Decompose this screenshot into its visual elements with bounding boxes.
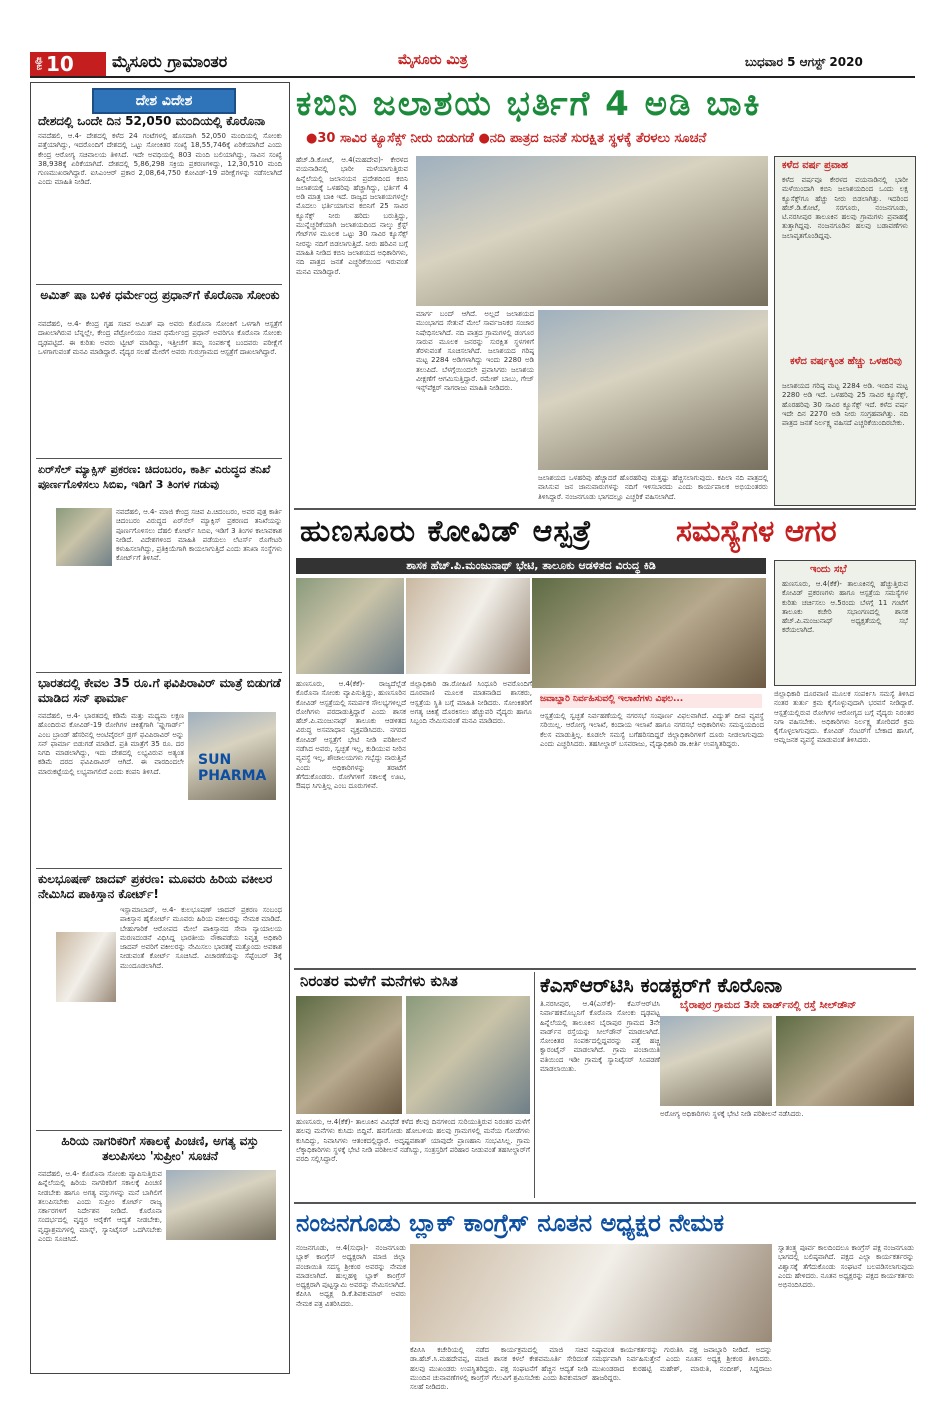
story-headline: ಅಮಿತ್ ಷಾ ಬಳಿಕ ಧರ್ಮೇಂದ್ರ ಪ್ರಧಾನ್‌ಗೆ ಕೊರೊನಾ ಸೋಂಕು xyxy=(40,288,280,302)
dam-photo xyxy=(416,156,768,306)
page-number: 10 xyxy=(46,52,74,76)
house-photo xyxy=(406,996,530,1114)
person-photo xyxy=(56,508,112,566)
kabini-subhead: ●30 ಸಾವಿರ ಕ್ಯೂಸೆಕ್ಸ್ ನೀರು ಬಿಡುಗಡೆ ●ನದಿ ಪಾತ್ರದ ಜನತೆ ಸುರಕ್ಷಿತ ಸ್ಥಳಕ್ಕೆ ತೆರಳಲು ಸೂಚನೆ xyxy=(306,131,707,146)
nanjangud-body-a: ನಂಜನಗೂಡು, ಆ.4(ಸುಧಾ)- ನಂಜನಗೂಡು ಬ್ಲಾಕ್ ಕಾಂಗ್ರೆಸ್ ಅಧ್ಯಕ್ಷರಾಗಿ ಮಾಜಿ ಜಿಲ್ಲಾ ಪಂಚಾಯಿತಿ ಸದಸ್ಯ ಶ್ರೀಕಂಠ ಅವರನ್ನು ನೇಮಕ ಮಾಡಲಾಗಿದೆ. ಹುಲ್ಲಹಳ್ಳಿ ಬ್ಲಾಕ್ ಕಾಂಗ್ರೆಸ್ ಅಧ್ಯಕ್ಷರಾಗಿ ಪುಟ್ಟಸ್ವಾಮಿ ಅವರನ್ನು ನೇಮಿಸಲಾಗಿದೆ. ಕೆಪಿಸಿಸಿ ಅಧ್ಯಕ್ಷ ಡಿ.ಕೆ.ಶಿವಕುಮಾರ್ ಅವರು ನೇಮಕ ಪತ್ರ ವಿತರಿಸಿದರು. xyxy=(296,1244,406,1308)
side-box-body: ಹುಣಸೂರು, ಆ.4(ಕೆಕೆ)- ತಾಲೂಕಿನಲ್ಲಿ ಹೆಚ್ಚುತ್ತಿರುವ ಕೋವಿಡ್ ಪ್ರಕರಣಗಳು ಹಾಗೂ ಆಸ್ಪತ್ರೆಯ ಸಮಸ್ಯೆಗಳ ಕುರಿತು ಚರ್ಚಿಸಲು ಆ.5ರಂದು ಬೆಳಗ್ಗೆ 11 ಗಂಟೆಗೆ ತಾಲೂಕು ಕಚೇರಿ ಸಭಾಂಗಣದಲ್ಲಿ ಶಾಸಕ ಹೆಚ್.ಪಿ.ಮಂಜುನಾಥ್ ಅಧ್ಯಕ್ಷತೆಯಲ್ಲಿ ಸಭೆ ಕರೆಯಲಾಗಿದೆ. xyxy=(782,580,908,635)
side-box-body: ಕಳೆದ ವರ್ಷವೂ ಕೇರಳದ ವಯನಾಡಿನಲ್ಲಿ ಭಾರೀ ಮಳೆಯಿಂದಾಗಿ ಕಬಿನಿ ಜಲಾಶಯದಿಂದ ಒಂದು ಲಕ್ಷ ಕ್ಯೂಸೆಕ್ಸ್‌ಗೂ ಹೆಚ್ಚು ನೀರು ಬಿಡಲಾಗಿತ್ತು. ಇದರಿಂದ ಹೆಚ್.ಡಿ.ಕೋಟೆ, ಸರಗೂರು, ನಂಜನಗೂಡು, ಟಿ.ನರಸೀಪುರ ತಾಲೂಕಿನ ಹಲವು ಗ್ರಾಮಗಳು ಪ್ರವಾಹಕ್ಕೆ ತುತ್ತಾಗಿದ್ದವು. ನಂಜನಗೂಡಿನ ಹಲವು ಬಡಾವಣೆಗಳು ಜಲಾವೃತಗೊಂಡಿದ್ದವು. xyxy=(782,176,908,240)
story-body: ನವದೆಹಲಿ, ಆ.4- ಕೊರೊನಾ ಸೋಂಕು ವ್ಯಾಪಿಸುತ್ತಿರುವ ಹಿನ್ನೆಲೆಯಲ್ಲಿ ಹಿರಿಯ ನಾಗರಿಕರಿಗೆ ಸಕಾಲಕ್ಕೆ ಪಿಂಚಣಿ ನೀಡಬೇಕು ಹಾಗೂ ಅಗತ್ಯ ವಸ್ತುಗಳನ್ನು ಮನೆ ಬಾಗಿಲಿಗೆ ತಲುಪಿಸಬೇಕು ಎಂದು ಸುಪ್ರೀಂ ಕೋರ್ಟ್ ರಾಜ್ಯ ಸರ್ಕಾರಗಳಿಗೆ ನಿರ್ದೇಶನ ನೀಡಿದೆ. ಕೊರೊನಾ ಸಂದರ್ಭದಲ್ಲಿ ವೃದ್ಧರ ಆರೈಕೆಗೆ ಆದ್ಯತೆ ನೀಡಬೇಕು, ವೃದ್ಧಾಶ್ರಮಗಳಲ್ಲಿ ಮಾಸ್ಕ್, ಸ್ಯಾನಿಟೈಸರ್ ಒದಗಿಸಬೇಕು ಎಂದು ಸೂಚಿಸಿದೆ. xyxy=(38,1170,162,1244)
supreme-court-photo xyxy=(166,1170,276,1240)
divider xyxy=(36,458,282,459)
kabini-headline: ಕಬಿನಿ ಜಲಾಶಯ ಭರ್ತಿಗೆ 4 ಅಡಿ ಬಾಕಿ xyxy=(296,84,762,124)
officials-photo xyxy=(660,1016,772,1106)
ksrtc-headline: ಕೆಎಸ್ಆರ್‌ಟಿಸಿ ಕಂಡಕ್ಟರ್‌ಗೆ ಕೊರೊನಾ xyxy=(540,973,783,997)
side-box-subtitle: ಕಳೆದ ವರ್ಷಕ್ಕಿಂತ ಹೆಚ್ಚು ಒಳಹರಿವು xyxy=(790,356,902,367)
page-number-box xyxy=(30,52,106,76)
story-headline: ಭಾರತದಲ್ಲಿ ಕೇವಲ 35 ರೂ.ಗೆ ಫವಿಪಿರಾವಿರ್ ಮಾತ್ರೆ ಬಿಡುಗಡೆ ಮಾಡಿದ ಸನ್ ಫಾರ್ಮಾ xyxy=(38,676,281,705)
sun-pharma-photo xyxy=(188,712,276,800)
story-body: ನವದೆಹಲಿ, ಆ.4- ದೇಶದಲ್ಲಿ ಕಳೆದ 24 ಗಂಟೆಗಳಲ್ಲಿ ಹೊಸದಾಗಿ 52,050 ಮಂದಿಯಲ್ಲಿ ಸೋಂಕು ಪತ್ತೆಯಾಗಿದ್ದು, ಇದರೊಂದಿಗೆ ದೇಶದಲ್ಲಿ ಒಟ್ಟು ಸೋಂಕಿತರ ಸಂಖ್ಯೆ 18,55,746ಕ್ಕೆ ಏರಿಕೆಯಾಗಿದೆ ಎಂದು ಕೇಂದ್ರ ಆರೋಗ್ಯ ಸಚಿವಾಲಯ ತಿಳಿಸಿದೆ. ಇದೇ ಅವಧಿಯಲ್ಲಿ 803 ಮಂದಿ ಬಲಿಯಾಗಿದ್ದು, ಸಾವಿನ ಸಂಖ್ಯೆ 38,938ಕ್ಕೆ ಏರಿಕೆಯಾಗಿದೆ. ದೇಶದಲ್ಲಿ 5,86,298 ಸಕ್ರಿಯ ಪ್ರಕರಣಗಳಿದ್ದು, 12,30,510 ಮಂದಿ ಗುಣಮುಖರಾಗಿದ್ದಾರೆ. ಐಸಿಎಂಆರ್ ಪ್ರಕಾರ 2,08,64,750 ಕೋವಿಡ್-19 ಪರೀಕ್ಷೆಗಳನ್ನು ನಡೆಸಲಾಗಿದೆ ಎಂದು ಮಾಹಿತಿ ನೀಡಿದೆ. xyxy=(38,132,282,187)
street-photo xyxy=(776,1016,914,1106)
person-photo xyxy=(56,932,116,1002)
nanjangud-body-b: ಕೆಪಿಸಿಸಿ ಕಚೇರಿಯಲ್ಲಿ ನಡೆದ ಕಾರ್ಯಕ್ರಮದಲ್ಲಿ ಮಾಜಿ ಸಚಿವ ಡಾ.ಹೆಚ್.ಸಿ.ಮಹದೇವಪ್ಪ, ಮಾಜಿ ಶಾಸಕ ಕಳಲೆ ಕೇಶವಮೂರ್ತಿ ಸೇರಿದಂತೆ ಹಲವು ಮುಖಂಡರು ಉಪಸ್ಥಿತರಿದ್ದರು. ಪಕ್ಷ ಸಂಘಟನೆಗೆ ಹೆಚ್ಚಿನ ಆದ್ಯತೆ ನೀಡಿ ಮುಂದಿನ ಚುನಾವಣೆಗಳಲ್ಲಿ ಕಾಂಗ್ರೆಸ್ ಗೆಲುವಿಗೆ ಶ್ರಮಿಸಬೇಕು ಎಂದು ಶಿವಕುಮಾರ್ ಸಲಹೆ ನೀಡಿದರು. xyxy=(410,1346,588,1392)
nanjangud-body-c: ನಿಷ್ಠಾವಂತ ಕಾರ್ಯಕರ್ತರನ್ನು ಗುರುತಿಸಿ ಪಕ್ಷ ಜವಾಬ್ದಾರಿ ನೀಡಿದೆ. ಅದನ್ನು ಸಮರ್ಥವಾಗಿ ನಿರ್ವಹಿಸುತ್ತೇನೆ ಎಂದು ನೂತನ ಅಧ್ಯಕ್ಷ ಶ್ರೀಕಂಠ ತಿಳಿಸಿದರು. ಮುಖಂಡರಾದ ಕುರಹಟ್ಟಿ ಮಹೇಶ್, ಮಾರುತಿ, ನಂದೀಶ್, ಸಿದ್ದರಾಜು ಹಾಜರಿದ್ದರು. xyxy=(592,1346,772,1382)
hunsur-headline: ಹುಣಸೂರು ಕೋವಿಡ್ ಆಸ್ಪತ್ರೆ xyxy=(300,514,593,549)
story-headline: ಕುಲಭೂಷಣ್ ಜಾದವ್ ಪ್ರಕರಣ: ಮೂವರು ಹಿರಿಯ ವಕೀಲರ ನೇಮಿಸಿದ ಪಾಕಿಸ್ತಾನ ಕೋರ್ಟ್! xyxy=(38,872,273,901)
dateline: ಬುಧವಾರ 5 ಆಗಸ್ಟ್ 2020 xyxy=(745,55,863,69)
side-box-body2: ಜಲಾಶಯದ ಗರಿಷ್ಠ ಮಟ್ಟ 2284 ಅಡಿ. ಇಂದಿನ ಮಟ್ಟ 2280 ಅಡಿ ಇದೆ. ಒಳಹರಿವು 25 ಸಾವಿರ ಕ್ಯೂಸೆಕ್ಸ್, ಹೊರಹರಿವು 30 ಸಾವಿರ ಕ್ಯೂಸೆಕ್ಸ್ ಇದೆ. ಕಳೆದ ವರ್ಷ ಇದೇ ದಿನ 2270 ಅಡಿ ನೀರು ಸಂಗ್ರಹವಾಗಿತ್ತು. ನದಿ ಪಾತ್ರದ ಜನತೆ ನಿರ್ಲಕ್ಷ್ಯ ವಹಿಸದೆ ಎಚ್ಚರಿಕೆಯಿಂದಿರಬೇಕು. xyxy=(782,382,908,428)
dam-gates-photo xyxy=(538,310,768,470)
divider xyxy=(294,508,916,510)
hunsur-body-a2: ಜಿಲ್ಲಾಧಿಕಾರಿ ಡಾ.ರೋಹಿಣಿ ಸಿಂಧೂರಿ ಅವರೊಂದಿಗೆ ದೂರವಾಣಿ ಮೂಲಕ ಮಾತನಾಡಿದ ಶಾಸಕರು, ಆಸ್ಪತ್ರೆಯ ಸ್ಥಿತಿ ಬಗ್ಗೆ ಮಾಹಿತಿ ನೀಡಿದರು. ಸೋಂಕಿತರಿಗೆ ಅಗತ್ಯ ಚಿಕಿತ್ಸೆ ದೊರಕಿಸಲು ಹೆಚ್ಚುವರಿ ವೈದ್ಯರು ಹಾಗೂ ಸಿಬ್ಬಂದಿ ನೇಮಿಸುವಂತೆ ಮನವಿ ಮಾಡಿದರು. xyxy=(410,680,532,726)
inset-head: ಜವಾಬ್ದಾರಿ ನಿರ್ವಹಿಸುವಲ್ಲಿ ಇಲಾಖೆಗಳು ವಿಫಲ... xyxy=(540,694,762,708)
ksrtc-body: ತಿ.ನರಸೀಪುರ, ಆ.4(ಎಸ್‌ಕೆ)- ಕೆಎಸ್‌ಆರ್‌ಟಿಸಿ ನಿರ್ವಾಹಕನೊಬ್ಬನಿಗೆ ಕೊರೊನಾ ಸೋಂಕು ದೃಢಪಟ್ಟ ಹಿನ್ನೆಲೆಯಲ್ಲಿ ತಾಲೂಕಿನ ಬೈರಾಪುರ ಗ್ರಾಮದ 3ನೇ ವಾರ್ಡ್‌ನ ರಸ್ತೆಯನ್ನು ಸೀಲ್‌ಡೌನ್ ಮಾಡಲಾಗಿದೆ. ಸೋಂಕಿತರ ಸಂಪರ್ಕದಲ್ಲಿದ್ದವರನ್ನು ಪತ್ತೆ ಹಚ್ಚಿ ಕ್ವಾರಂಟೈನ್ ಮಾಡಲಾಗಿದೆ. ಗ್ರಾಮ ಪಂಚಾಯಿತಿ ವತಿಯಿಂದ ಇಡೀ ಗ್ರಾಮಕ್ಕೆ ಸ್ಯಾನಿಟೈಸರ್ ಸಿಂಪಡಣೆ ಮಾಡಲಾಯಿತು. xyxy=(540,1000,660,1074)
divider xyxy=(36,284,282,285)
congress-photo xyxy=(410,1244,772,1342)
divider xyxy=(36,672,282,673)
side-box-title: ಇಂದು ಸಭೆ xyxy=(810,564,847,575)
kabini-body-mid: ಮಾರ್ಗ ಬಂದ್ ಆಗಿದೆ. ಅಲ್ಲದೆ ಜಲಾಶಯದ ಮುಂಭಾಗದ ಸೇತುವೆ ಮೇಲೆ ಸಾರ್ವಜನಿಕರ ಸಂಚಾರ ನಿಷೇಧಿಸಲಾಗಿದೆ. ನದಿ ಪಾತ್ರದ ಗ್ರಾಮಗಳಲ್ಲಿ ಡಂಗೂರ ಸಾರುವ ಮೂಲಕ ಜನರನ್ನು ಸುರಕ್ಷಿತ ಸ್ಥಳಗಳಿಗೆ ತೆರಳುವಂತೆ ಸೂಚಿಸಲಾಗಿದೆ. ಜಲಾಶಯದ ಗರಿಷ್ಠ ಮಟ್ಟ 2284 ಅಡಿಗಳಾಗಿದ್ದು ಇಂದು 2280 ಅಡಿ ತಲುಪಿದೆ. ಬೆಳಗ್ಗೆಯಿಂದಲೇ ಪ್ರವಾಸಿಗರು ಜಲಾಶಯ ವೀಕ್ಷಣೆಗೆ ಆಗಮಿಸುತ್ತಿದ್ದಾರೆ. ರಮೇಶ್ ಬಾಬು, ಗೇಜ್ ಇನ್ಸ್‌ಪೆಕ್ಟರ್ ನಾಗರಾಜು ಮಾಹಿತಿ ನೀಡಿದರು. xyxy=(416,310,534,393)
story-headline: ಏರ್‌ಸೆಲ್ ಮ್ಯಾಕ್ಸಿಸ್ ಪ್ರಕರಣ: ಚಿದಂಬರಂ, ಕಾರ್ತಿ ವಿರುದ್ಧದ ತನಿಖೆ ಪೂರ್ಣಗೊಳಿಸಲು ಸಿಬಿಐ, ಇಡಿಗೆ 3 ತಿಂಗಳ ಗಡುವು xyxy=(38,463,271,491)
hunsur-side-body: ಜಿಲ್ಲಾಧಿಕಾರಿ ದೂರವಾಣಿ ಮೂಲಕ ಸಂಪರ್ಕಿಸಿ ಸಮಸ್ಯೆ ತಿಳಿಸಿದ ನಂತರ ತುರ್ತು ಕ್ರಮ ಕೈಗೊಳ್ಳುವುದಾಗಿ ಭರವಸೆ ನೀಡಿದ್ದಾರೆ. ಆಸ್ಪತ್ರೆಯಲ್ಲಿರುವ ರೋಗಿಗಳ ಆರೋಗ್ಯದ ಬಗ್ಗೆ ವೈದ್ಯರು ನಿರಂತರ ನಿಗಾ ವಹಿಸಬೇಕು. ಅಧಿಕಾರಿಗಳು ನಿರ್ಲಕ್ಷ್ಯ ತೋರಿದರೆ ಕ್ರಮ ಕೈಗೊಳ್ಳಲಾಗುವುದು. ಕೋವಿಡ್ ಸೆಂಟರ್‌ಗೆ ಬೇಕಾದ ಹಾಸಿಗೆ, ಆಮ್ಲಜನಕ ವ್ಯವಸ್ಥೆ ಮಾಡುವಂತೆ ತಿಳಿಸಿದರು. xyxy=(774,690,914,745)
hunsur-headline-red: ಸಮಸ್ಯೆಗಳ ಆಗರ xyxy=(676,514,837,549)
hunsur-body-a: ಹುಣಸೂರು, ಆ.4(ಕೆಕೆ)- ರಾಜ್ಯದೆಲ್ಲೆಡೆ ಕೊರೊನಾ ಸೋಂಕು ವ್ಯಾಪಿಸುತ್ತಿದ್ದು, ಹುಣಸೂರಿನ ಕೋವಿಡ್ ಆಸ್ಪತ್ರೆಯಲ್ಲಿ ಸಮರ್ಪಕ ಸೌಲಭ್ಯಗಳಿಲ್ಲದೆ ರೋಗಿಗಳು ಪರದಾಡುತ್ತಿದ್ದಾರೆ ಎಂದು ಶಾಸಕ ಹೆಚ್.ಪಿ.ಮಂಜುನಾಥ್ ತಾಲೂಕು ಆಡಳಿತದ ವಿರುದ್ಧ ಅಸಮಾಧಾನ ವ್ಯಕ್ತಪಡಿಸಿದರು. ನಗರದ ಕೋವಿಡ್ ಆಸ್ಪತ್ರೆಗೆ ಭೇಟಿ ನೀಡಿ ಪರಿಶೀಲನೆ ನಡೆಸಿದ ಅವರು, ಸ್ವಚ್ಛತೆ ಇಲ್ಲ, ಕುಡಿಯುವ ನೀರಿನ ವ್ಯವಸ್ಥೆ ಇಲ್ಲ, ಶೌಚಾಲಯಗಳು ಗಬ್ಬೆದ್ದು ನಾರುತ್ತಿವೆ ಎಂದು ಅಧಿಕಾರಿಗಳನ್ನು ತರಾಟೆಗೆ ತೆಗೆದುಕೊಂಡರು. ರೋಗಿಗಳಿಗೆ ಸಕಾಲಕ್ಕೆ ಊಟ, ಔಷಧ ಸಿಗುತ್ತಿಲ್ಲ ಎಂಬ ದೂರುಗಳಿವೆ. xyxy=(296,680,406,791)
section-badge: ದೇಶ ವಿದೇಶ xyxy=(92,88,236,114)
house-photo xyxy=(296,996,402,1114)
story-headline: ದೇಶದಲ್ಲಿ ಒಂದೇ ದಿನ 52,050 ಮಂದಿಯಲ್ಲಿ ಕೊರೊನಾ xyxy=(38,114,266,128)
masthead: ಮೈಸೂರು ಮಿತ್ರ xyxy=(398,52,468,68)
story-headline: ಹಿರಿಯ ನಾಗರಿಕರಿಗೆ ಸಕಾಲಕ್ಕೆ ಪಿಂಚಣಿ, ಅಗತ್ಯ ವಸ್ತು ತಲುಪಿಸಲು 'ಸುಪ್ರೀಂ' ಸೂಚನೆ xyxy=(61,1134,259,1163)
divider xyxy=(36,1130,282,1131)
rain-headline: ನಿರಂತರ ಮಳೆಗೆ ಮನೆಗಳು ಕುಸಿತ xyxy=(300,972,458,990)
visit-photo xyxy=(532,578,766,688)
ksrtc-subhead: ಬೈರಾಪುರ ಗ್ರಾಮದ 3ನೇ ವಾರ್ಡ್‌ನಲ್ಲಿ ರಸ್ತೆ ಸೀಲ್‌ಡೌನ್ xyxy=(680,1000,857,1011)
divider xyxy=(294,968,916,970)
divider xyxy=(534,972,535,1198)
divider xyxy=(36,868,282,869)
nanjangud-side: ಸ್ವಾತಂತ್ರ್ಯ ಪೂರ್ವ ಕಾಲದಿಂದಲೂ ಕಾಂಗ್ರೆಸ್ ಪಕ್ಷ ನಂಜನಗೂಡು ಭಾಗದಲ್ಲಿ ಬಲಿಷ್ಠವಾಗಿದೆ. ಪಕ್ಷದ ಎಲ್ಲಾ ಕಾರ್ಯಕರ್ತರನ್ನು ವಿಶ್ವಾಸಕ್ಕೆ ತೆಗೆದುಕೊಂಡು ಸಂಘಟನೆ ಬಲಪಡಿಸಲಾಗುವುದು ಎಂದು ಹೇಳಿದರು. ನೂತನ ಅಧ್ಯಕ್ಷರನ್ನು ಪಕ್ಷದ ಕಾರ್ಯಕರ್ತರು ಅಭಿನಂದಿಸಿದರು. xyxy=(778,1244,914,1290)
kabini-body-left: ಹೆಚ್.ಡಿ.ಕೋಟೆ, ಆ.4(ಮಹದೇವ)- ಕೇರಳದ ವಯನಾಡಿನಲ್ಲಿ ಭಾರೀ ಮಳೆಯಾಗುತ್ತಿರುವ ಹಿನ್ನೆಲೆಯಲ್ಲಿ ಜಲಾನಯನ ಪ್ರದೇಶದಿಂದ ಕಬಿನಿ ಜಲಾಶಯಕ್ಕೆ ಒಳಹರಿವು ಹೆಚ್ಚಾಗಿದ್ದು, ಭರ್ತಿಗೆ 4 ಅಡಿ ಮಾತ್ರ ಬಾಕಿ ಇದೆ. ರಾಜ್ಯದ ಜಲಾಶಯಗಳಲ್ಲೇ ಮೊದಲು ಭರ್ತಿಯಾಗುವ ಕಬಿನಿಗೆ 25 ಸಾವಿರ ಕ್ಯೂಸೆಕ್ಸ್ ನೀರು ಹರಿದು ಬರುತ್ತಿದ್ದು, ಮುನ್ನೆಚ್ಚರಿಕೆಯಾಗಿ ಜಲಾಶಯದಿಂದ ನಾಲ್ಕು ಕ್ರೆಸ್ಟ್ ಗೇಟ್‌ಗಳ ಮೂಲಕ ಒಟ್ಟು 30 ಸಾವಿರ ಕ್ಯೂಸೆಕ್ಸ್ ನೀರನ್ನು ನದಿಗೆ ಬಿಡಲಾಗುತ್ತಿದೆ. ನೀರು ಹರಿವಿನ ಬಗ್ಗೆ ಮಾಹಿತಿ ನೀಡಿದ ಕಬಿನಿ ಜಲಾಶಯದ ಅಧಿಕಾರಿಗಳು, ನದಿ ಪಾತ್ರದ ಜನತೆ ಎಚ್ಚರಿಕೆಯಿಂದ ಇರುವಂತೆ ಮನವಿ ಮಾಡಿದ್ದಾರೆ. xyxy=(296,156,408,276)
page-tag: ಪುಟ xyxy=(34,57,44,71)
story-body: ನವದೆಹಲಿ, ಆ.4- ಮಾಜಿ ಕೇಂದ್ರ ಸಚಿವ ಪಿ.ಚಿದಂಬರಂ, ಅವರ ಪುತ್ರ ಕಾರ್ತಿ ಚಿದಂಬರಂ ವಿರುದ್ಧದ ಏರ್‌ಸೆಲ್ ಮ್ಯಾಕ್ಸಿಸ್ ಪ್ರಕರಣದ ತನಿಖೆಯನ್ನು ಪೂರ್ಣಗೊಳಿಸಲು ದೆಹಲಿ ಕೋರ್ಟ್ ಸಿಬಿಐ, ಇಡಿಗೆ 3 ತಿಂಗಳ ಕಾಲಾವಕಾಶ ನೀಡಿದೆ. ವಿದೇಶಗಳಿಂದ ಮಾಹಿತಿ ಪಡೆಯಲು ಲೆಟರ್ಸ್ ರೊಗೇಟರಿ ಕಳುಹಿಸಲಾಗಿದ್ದು, ಪ್ರತಿಕ್ರಿಯೆಗಾಗಿ ಕಾಯಲಾಗುತ್ತಿದೆ ಎಂದು ತನಿಖಾ ಸಂಸ್ಥೆಗಳು ಕೋರ್ಟ್‌ಗೆ ತಿಳಿಸಿವೆ. xyxy=(116,508,282,563)
story-body: ನವದೆಹಲಿ, ಆ.4- ಕೇಂದ್ರ ಗೃಹ ಸಚಿವ ಅಮಿತ್ ಷಾ ಅವರು ಕೊರೊನಾ ಸೋಂಕಿಗೆ ಒಳಗಾಗಿ ಆಸ್ಪತ್ರೆಗೆ ದಾಖಲಾಗಿರುವ ಬೆನ್ನಲ್ಲೇ, ಕೇಂದ್ರ ಪೆಟ್ರೋಲಿಯಂ ಸಚಿವ ಧರ್ಮೇಂದ್ರ ಪ್ರಧಾನ್ ಅವರಿಗೂ ಕೊರೊನಾ ಸೋಂಕು ದೃಢಪಟ್ಟಿದೆ. ಈ ಕುರಿತು ಅವರು ಟ್ವೀಟ್ ಮಾಡಿದ್ದು, ಇತ್ತೀಚೆಗೆ ತಮ್ಮ ಸಂಪರ್ಕಕ್ಕೆ ಬಂದವರು ಪರೀಕ್ಷೆಗೆ ಒಳಗಾಗುವಂತೆ ಮನವಿ ಮಾಡಿದ್ದಾರೆ. ವೈದ್ಯರ ಸಲಹೆ ಮೇರೆಗೆ ಅವರು ಗುರುಗ್ರಾಮದ ಆಸ್ಪತ್ರೆಗೆ ದಾಖಲಾಗಿದ್ದಾರೆ. xyxy=(38,320,282,356)
photo-caption: SUN PHARMA xyxy=(198,752,267,784)
nanjangud-headline: ನಂಜನಗೂಡು ಬ್ಲಾಕ್ ಕಾಂಗ್ರೆಸ್ ನೂತನ ಅಧ್ಯಕ್ಷರ ನೇಮಕ xyxy=(296,1209,725,1237)
story-body: ನವದೆಹಲಿ, ಆ.4- ಭಾರತದಲ್ಲಿ ಕಡಿಮೆ ಮತ್ತು ಮಧ್ಯಮ ಲಕ್ಷಣ ಹೊಂದಿರುವ ಕೋವಿಡ್-19 ರೋಗಿಗಳ ಚಿಕಿತ್ಸೆಗಾಗಿ 'ಫ್ಲುಗಾರ್ಡ್' ಎಂಬ ಬ್ರಾಂಡ್ ಹೆಸರಿನಲ್ಲಿ ಆಂಟಿವೈರಲ್ ಡ್ರಗ್ ಫವಿಪಿರಾವಿರ್ ಅನ್ನು ಸನ್ ಫಾರ್ಮಾ ಬಿಡುಗಡೆ ಮಾಡಿದೆ. ಪ್ರತಿ ಮಾತ್ರೆಗೆ 35 ರೂ. ದರ ನಿಗದಿ ಮಾಡಲಾಗಿದ್ದು, ಇದು ದೇಶದಲ್ಲಿ ಲಭ್ಯವಿರುವ ಅತ್ಯಂತ ಕಡಿಮೆ ದರದ ಫವಿಪಿರಾವಿರ್ ಆಗಿದೆ. ಈ ವಾರದಿಂದಲೇ ಮಾರುಕಟ್ಟೆಯಲ್ಲಿ ಲಭ್ಯವಾಗಲಿದೆ ಎಂದು ಕಂಪನಿ ತಿಳಿಸಿದೆ. xyxy=(38,712,184,776)
ksrtc-caption: ಅರೋಗ್ಯ ಅಧಿಕಾರಿಗಳು ಸ್ಥಳಕ್ಕೆ ಭೇಟಿ ನೀಡಿ ಪರಿಶೀಲನೆ ನಡೆಸಿದರು. xyxy=(660,1110,804,1118)
rain-body: ಹುಣಸೂರು, ಆ.4(ಕೆಕೆ)- ತಾಲೂಕಿನ ವಿವಿಧೆಡೆ ಕಳೆದ ಕೆಲವು ದಿನಗಳಿಂದ ಸುರಿಯುತ್ತಿರುವ ನಿರಂತರ ಮಳೆಗೆ ಹಲವು ಮನೆಗಳು ಕುಸಿದು ಬಿದ್ದಿವೆ. ಹನಗೋಡು ಹೋಬಳಿಯ ಹಲವು ಗ್ರಾಮಗಳಲ್ಲಿ ಮನೆಯ ಗೋಡೆಗಳು ಕುಸಿದಿದ್ದು, ನಿವಾಸಿಗಳು ಆತಂಕದಲ್ಲಿದ್ದಾರೆ. ಅದೃಷ್ಟವಶಾತ್ ಯಾವುದೇ ಪ್ರಾಣಹಾನಿ ಸಂಭವಿಸಿಲ್ಲ. ಗ್ರಾಮ ಲೆಕ್ಕಾಧಿಕಾರಿಗಳು ಸ್ಥಳಕ್ಕೆ ಭೇಟಿ ನೀಡಿ ಪರಿಶೀಲನೆ ನಡೆಸಿದ್ದು, ಸಂತ್ರಸ್ತರಿಗೆ ಪರಿಹಾರ ನೀಡುವಂತೆ ತಹಸೀಲ್ದಾರ್‌ಗೆ ವರದಿ ಸಲ್ಲಿಸಿದ್ದಾರೆ. xyxy=(296,1118,530,1164)
kabini-body-right: ಜಲಾಶಯದ ಒಳಹರಿವು ಹೆಚ್ಚಾದರೆ ಹೊರಹರಿವು ಮತ್ತಷ್ಟು ಹೆಚ್ಚಿಸಲಾಗುವುದು. ಕಪಿಲಾ ನದಿ ಪಾತ್ರದಲ್ಲಿ ವಾಸಿಸುವ ಜನ ಜಾನುವಾರುಗಳನ್ನು ನದಿಗೆ ಇಳಿಸಬಾರದು ಎಂದು ಕಾರ್ಯಪಾಲಕ ಅಭಿಯಂತರರು ತಿಳಿಸಿದ್ದಾರೆ. ನಂಜನಗೂಡು ಭಾಗದಲ್ಲೂ ಎಚ್ಚರಿಕೆ ವಹಿಸಲಾಗಿದೆ. xyxy=(538,474,768,501)
hospital-photo xyxy=(296,578,404,674)
divider xyxy=(294,1202,916,1204)
section-title: ಮೈಸೂರು ಗ್ರಾಮಾಂತರ xyxy=(112,52,228,71)
hunsur-strip: ಶಾಸಕ ಹೆಚ್.ಪಿ.ಮಂಜುನಾಥ್ ಭೇಟಿ, ತಾಲೂಕು ಆಡಳಿತದ ವಿರುದ್ಧ ಕಿಡಿ xyxy=(296,558,766,574)
story-body: ಇಸ್ಲಾಮಾಬಾದ್, ಆ.4- ಕುಲಭೂಷಣ್ ಜಾದವ್ ಪ್ರಕರಣ ಸಂಬಂಧ ಪಾಕಿಸ್ತಾನ ಹೈಕೋರ್ಟ್ ಮೂವರು ಹಿರಿಯ ವಕೀಲರನ್ನು ನೇಮಕ ಮಾಡಿದೆ. ಬೇಹುಗಾರಿಕೆ ಆರೋಪದ ಮೇಲೆ ಪಾಕಿಸ್ತಾನದ ಸೇನಾ ನ್ಯಾಯಾಲಯ ಮರಣದಂಡನೆ ವಿಧಿಸಿದ್ದ ಭಾರತೀಯ ನೌಕಾಪಡೆಯ ನಿವೃತ್ತ ಅಧಿಕಾರಿ ಜಾದವ್ ಅವರಿಗೆ ವಕೀಲರನ್ನು ನೇಮಿಸಲು ಭಾರತಕ್ಕೆ ಮತ್ತೊಂದು ಅವಕಾಶ ನೀಡುವಂತೆ ಕೋರ್ಟ್ ಸೂಚಿಸಿದೆ. ವಿಚಾರಣೆಯನ್ನು ಸೆಪ್ಟೆಂಬರ್ 3ಕ್ಕೆ ಮುಂದೂಡಲಾಗಿದೆ. xyxy=(120,906,282,970)
hospital-photo xyxy=(406,578,530,674)
hunsur-body-b: ಆಸ್ಪತ್ರೆಯಲ್ಲಿ ಸ್ವಚ್ಛತೆ ನಿರ್ವಹಣೆಯಲ್ಲಿ ನಗರಸಭೆ ಸಂಪೂರ್ಣ ವಿಫಲವಾಗಿದೆ. ವಿದ್ಯುತ್ ದೀಪ ವ್ಯವಸ್ಥೆ ಸರಿಯಿಲ್ಲ. ಆರೋಗ್ಯ ಇಲಾಖೆ, ಕಂದಾಯ ಇಲಾಖೆ ಹಾಗೂ ನಗರಸಭೆ ಅಧಿಕಾರಿಗಳು ಸಮನ್ವಯದಿಂದ ಕೆಲಸ ಮಾಡುತ್ತಿಲ್ಲ. ಕೂಡಲೇ ಸಮಸ್ಯೆ ಬಗೆಹರಿಸದಿದ್ದರೆ ಜಿಲ್ಲಾಧಿಕಾರಿಗಳಿಗೆ ದೂರು ನೀಡಲಾಗುವುದು ಎಂದು ಎಚ್ಚರಿಸಿದರು. ತಹಸೀಲ್ದಾರ್ ಬಸವರಾಜು, ವೈದ್ಯಾಧಿಕಾರಿ ಡಾ.ಕೀರ್ತಿ ಉಪಸ್ಥಿತರಿದ್ದರು. xyxy=(540,712,764,748)
side-box-title: ಕಳೆದ ವರ್ಷ ಪ್ರವಾಹ xyxy=(782,160,848,171)
